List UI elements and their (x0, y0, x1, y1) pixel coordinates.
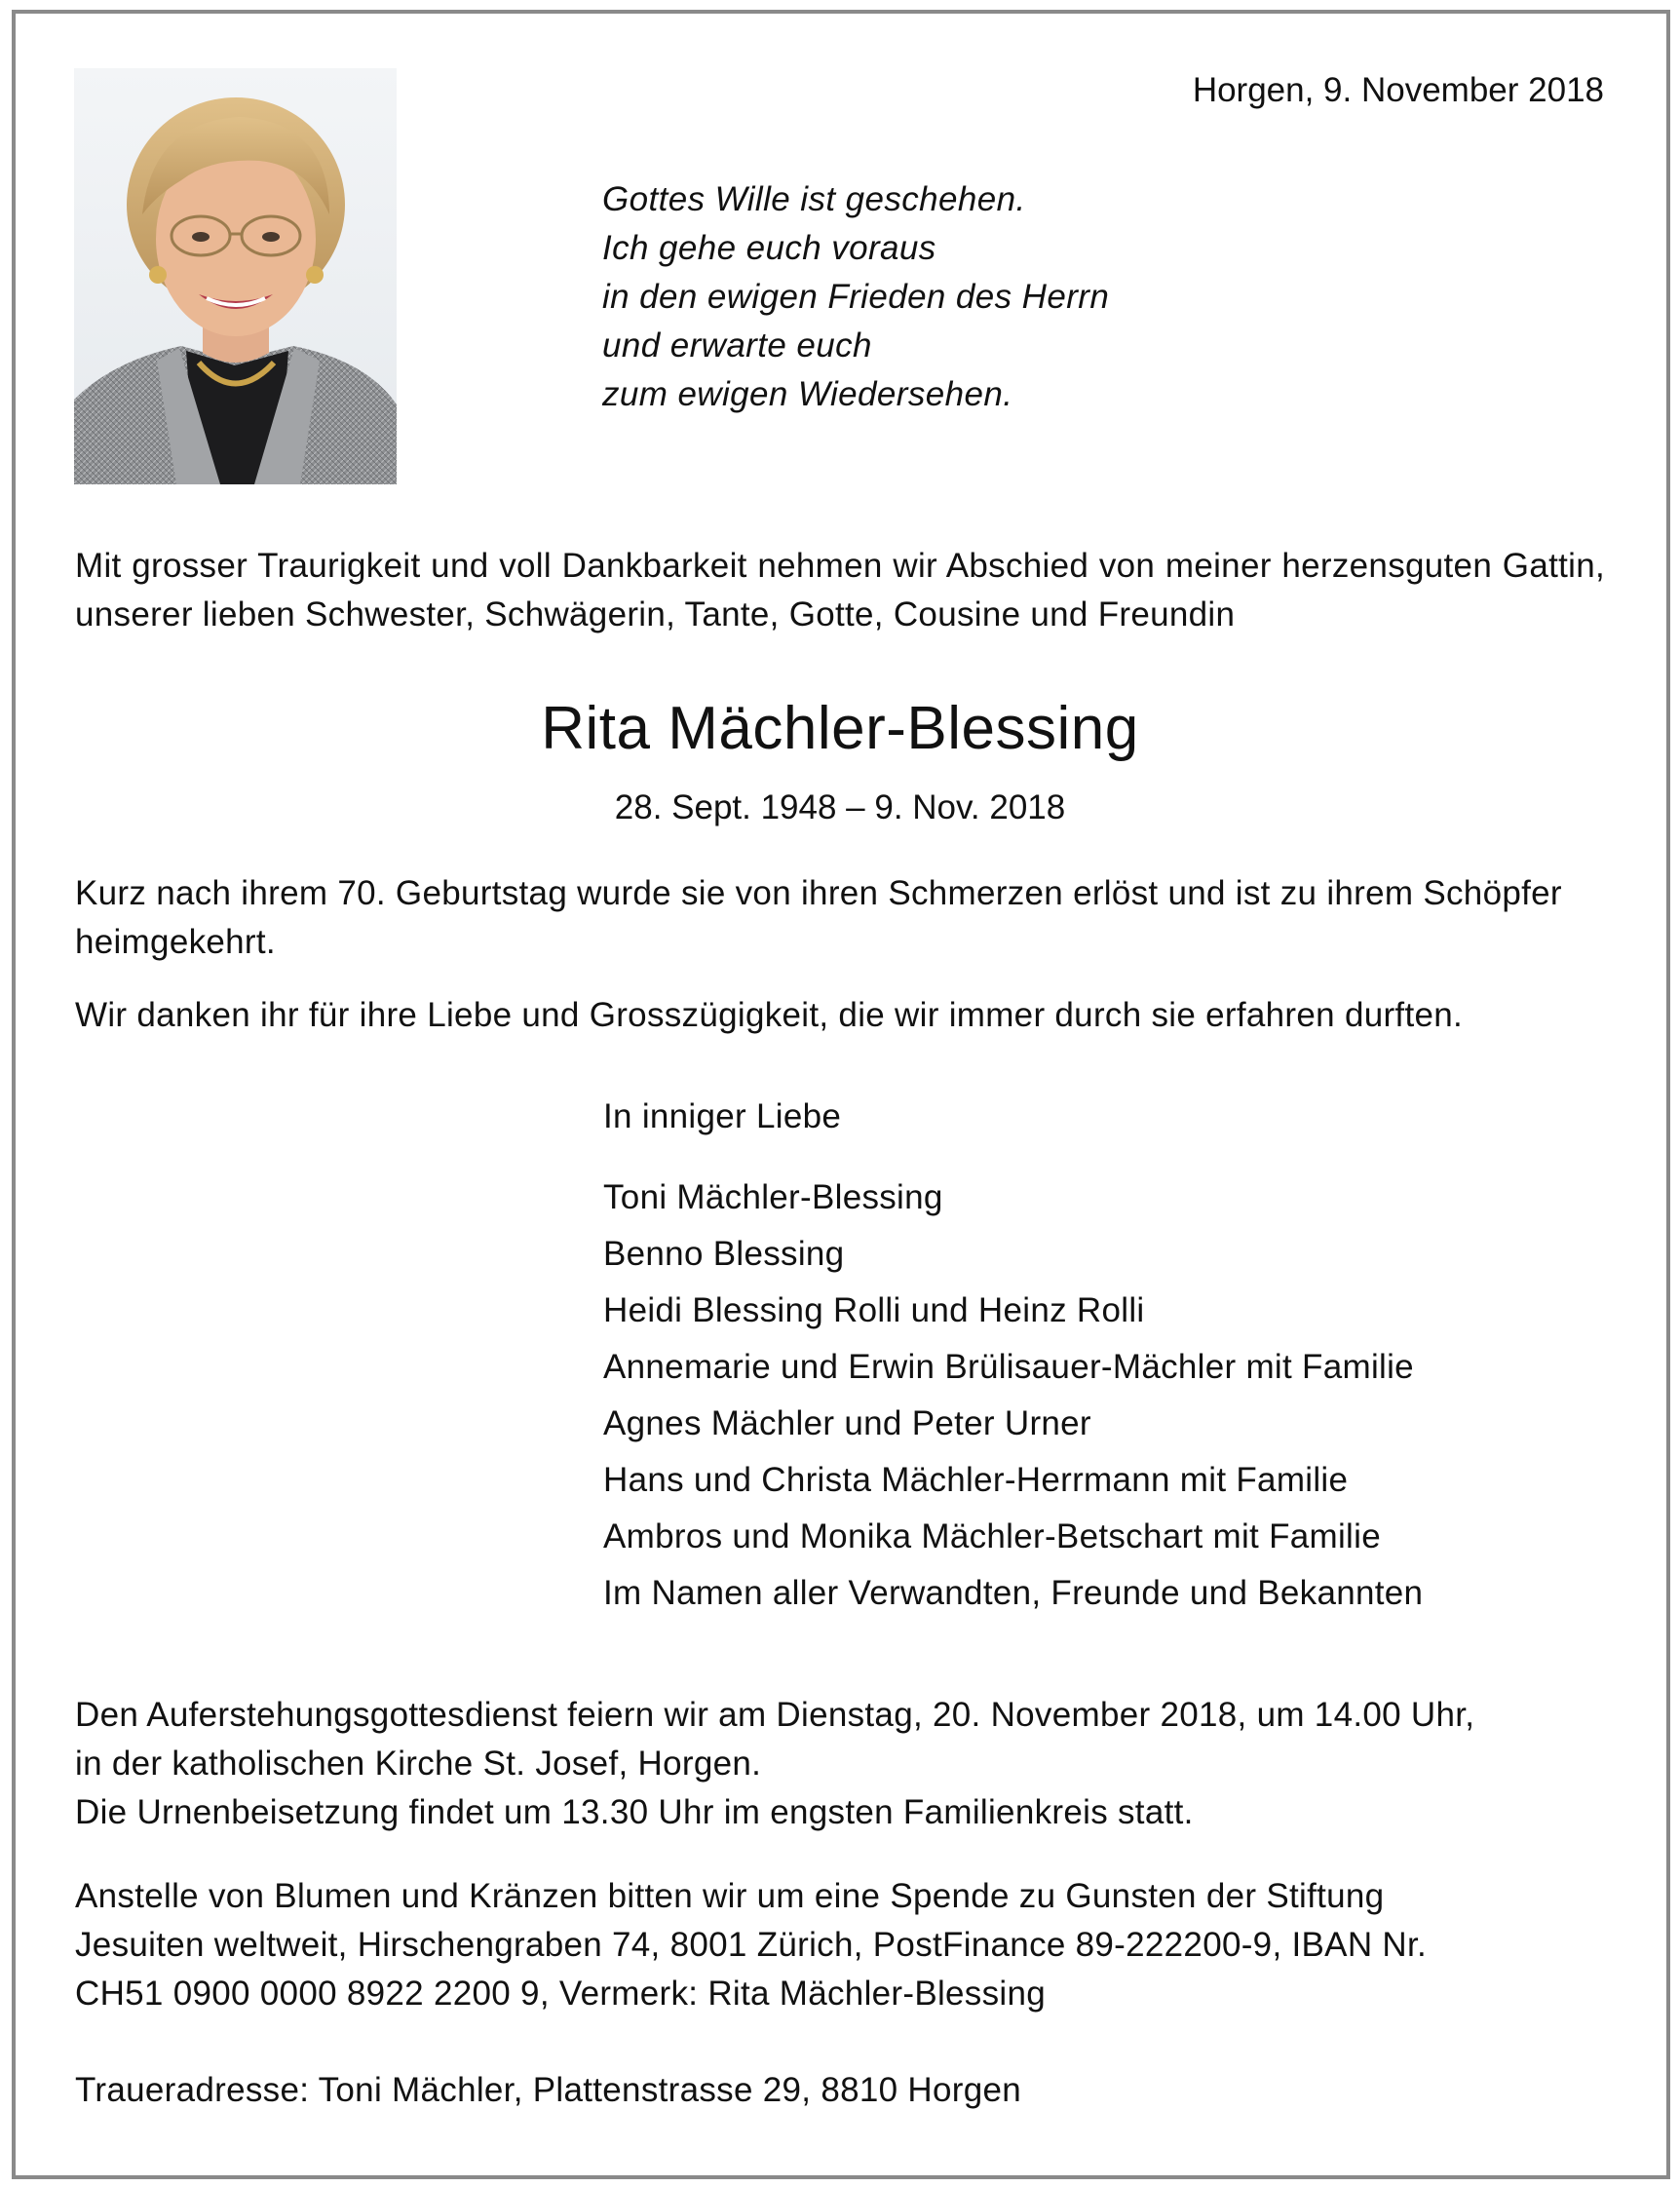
mourner-name: Toni Mächler-Blessing (603, 1178, 943, 1216)
mourner-name: Hans und Christa Mächler-Herrmann mit Familie (603, 1461, 1349, 1499)
donation-line: Anstelle von Blumen und Kränzen bitten wir um eine Spende zu Gunsten der Stiftung (75, 1877, 1385, 1915)
mourners-greeting: In inniger Liebe (603, 1097, 842, 1135)
mourner-name: Benno Blessing (603, 1235, 845, 1273)
mourners-list (603, 1089, 1423, 1622)
mourner-name: Im Namen aller Verwandten, Freunde und Bekannten (603, 1574, 1424, 1612)
verse-line: Ich gehe euch voraus (602, 229, 936, 267)
mourner-name: Heidi Blessing Rolli und Heinz Rolli (603, 1291, 1145, 1329)
donation-info (75, 1872, 1605, 2018)
life-dates: 28. Sept. 1948 – 9. Nov. 2018 (614, 788, 1066, 826)
donation-line: CH51 0900 0000 8922 2200 9, Vermerk: Rita Mächler-Blessing (75, 1975, 1047, 2013)
donation-line: Jesuiten weltweit, Hirschengraben 74, 8001 Zürich, PostFinance 89-222200-9, IBAN Nr. (75, 1926, 1428, 1964)
dateline: Horgen, 9. November 2018 (1192, 71, 1604, 109)
deceased-name: Rita Mächler-Blessing (541, 695, 1139, 762)
body-paragraph-1: Kurz nach ihrem 70. Geburtstag wurde sie von ihren Schmerzen erlöst und ist zu ihrem Schöpfer heimgekehrt. (75, 874, 1562, 961)
service-line: in der katholischen Kirche St. Josef, Horgen. (75, 1745, 762, 1783)
verse-line: und erwarte euch (602, 326, 872, 364)
service-info (75, 1691, 1634, 1837)
verse-line: in den ewigen Frieden des Herrn (602, 278, 1110, 316)
body-paragraph-2: Wir danken ihr für ihre Liebe und Grosszügigkeit, die wir immer durch sie erfahren durften. (75, 996, 1464, 1034)
verse-line: Gottes Wille ist geschehen. (602, 180, 1026, 218)
service-line: Den Auferstehungsgottesdienst feiern wir am Dienstag, 20. November 2018, um 14.00 Uhr, (75, 1696, 1475, 1734)
service-line: Die Urnenbeisetzung findet um 13.30 Uhr im engsten Familienkreis statt. (75, 1793, 1194, 1831)
memorial-verse (602, 175, 1109, 419)
mourner-name: Ambros und Monika Mächler-Betschart mit Familie (603, 1517, 1381, 1555)
verse-line: zum ewigen Wiedersehen. (602, 375, 1013, 413)
mourner-name: Agnes Mächler und Peter Urner (603, 1404, 1091, 1442)
mourning-address: Traueradresse: Toni Mächler, Plattenstrasse 29, 8810 Horgen (75, 2071, 1022, 2109)
intro-paragraph: Mit grosser Traurigkeit und voll Dankbarkeit nehmen wir Abschied von meiner herzensguten Gattin, unserer lieben Schwester, Schwägerin, Tante, Gotte, Cousine und Freundin (75, 547, 1605, 633)
portrait-photo (74, 68, 397, 484)
mourner-name: Annemarie und Erwin Brülisauer-Mächler mit Familie (603, 1348, 1414, 1386)
